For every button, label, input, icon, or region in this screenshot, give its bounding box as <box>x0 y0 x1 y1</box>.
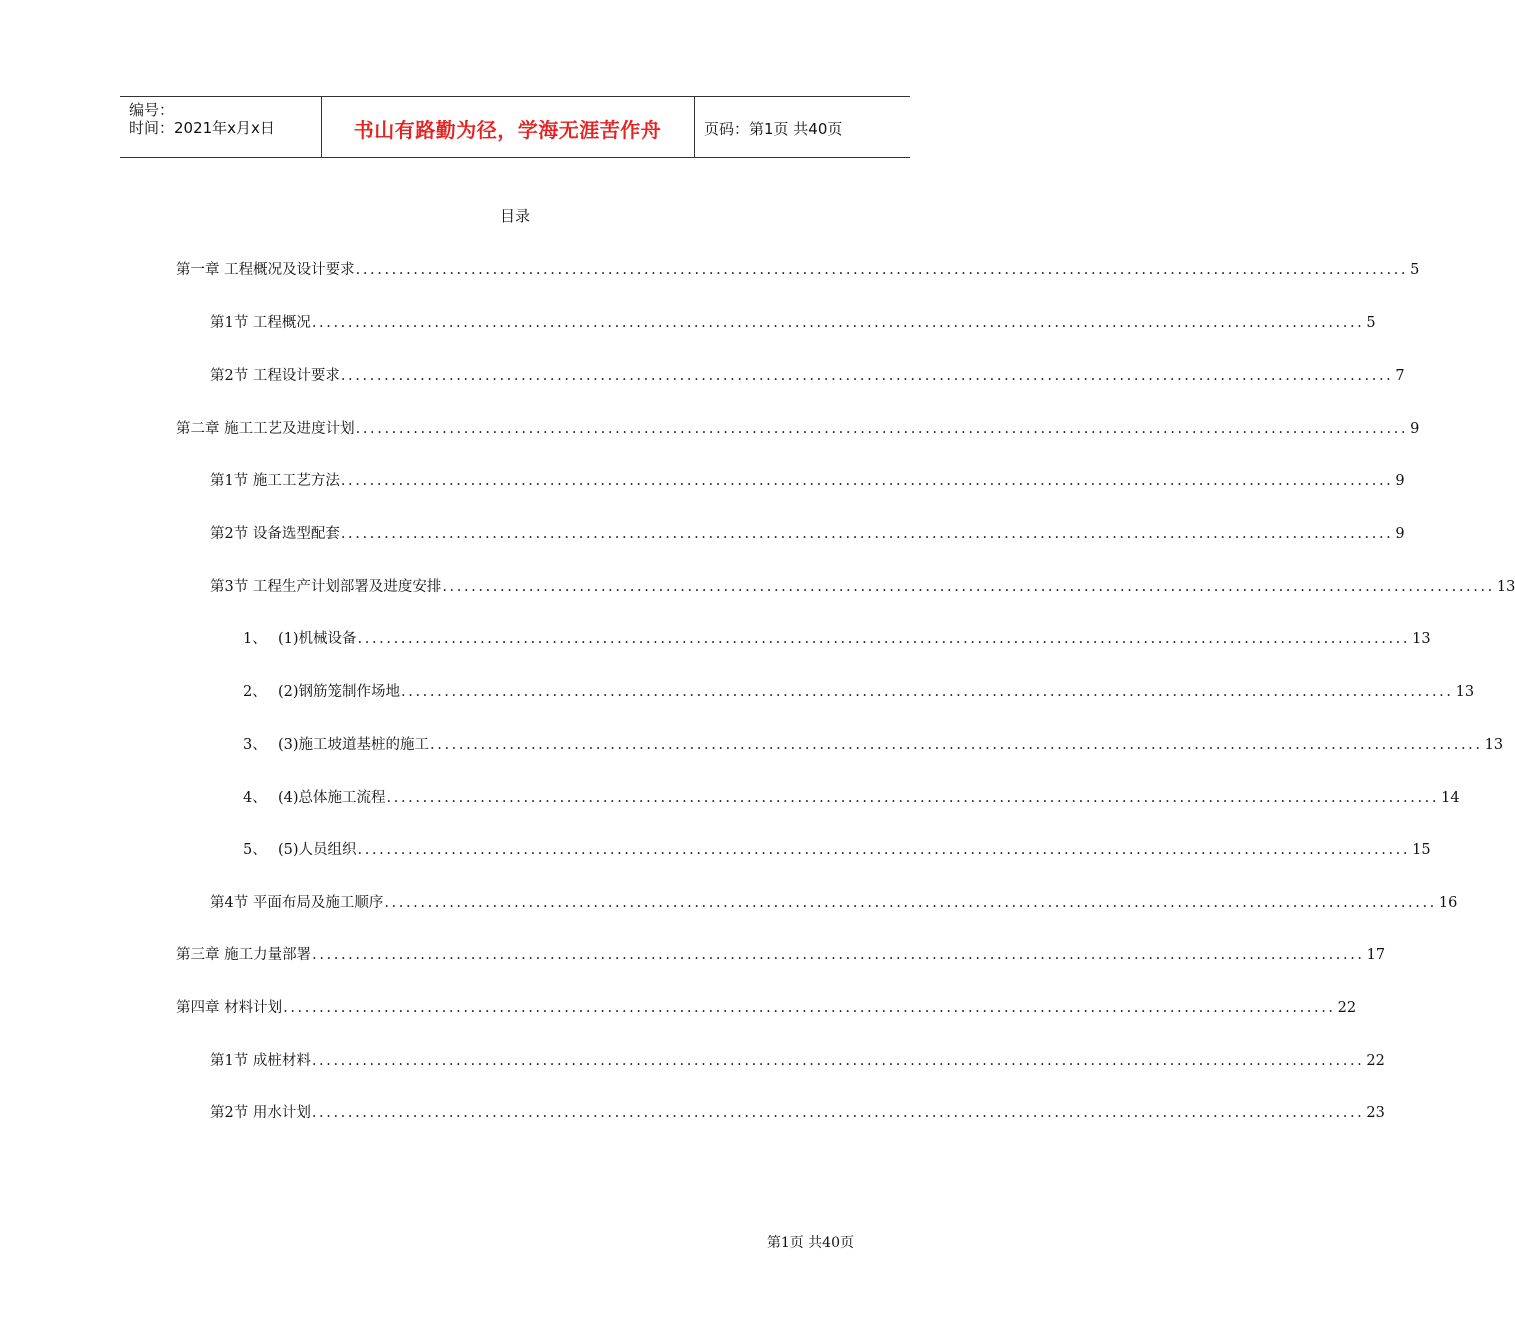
toc-entry-text: 第三章 施工力量部署 <box>176 947 312 963</box>
header-page-code: 页码：第1页 共40页 <box>704 120 843 138</box>
document-number-label: 编号： <box>129 101 175 119</box>
toc-entry-page: 9 <box>1395 526 1405 542</box>
toc-entry[interactable] <box>210 1049 1385 1071</box>
toc-entry[interactable] <box>243 838 1431 860</box>
toc-entry[interactable] <box>210 469 1405 491</box>
header-motto: 书山有路勤为径，学海无涯苦作舟 <box>353 118 662 142</box>
toc-entry-text: 第1节 施工工艺方法 <box>210 473 340 489</box>
toc-leader: .................................................................................................................................................. <box>386 790 1440 806</box>
footer-page-number: 第1页 共40页 <box>766 1235 854 1251</box>
toc-entry[interactable] <box>210 311 1376 333</box>
toc-leader: .................................................................................................................................................. <box>357 842 1411 858</box>
toc-entry[interactable] <box>243 733 1504 755</box>
toc-entry-text: 第2节 设备选型配套 <box>210 526 340 542</box>
toc-entry-page: 13 <box>1455 684 1475 700</box>
toc-entry-page: 15 <box>1412 842 1431 858</box>
toc-entry-number: 2、 <box>243 684 267 700</box>
toc-entry[interactable] <box>176 943 1386 965</box>
toc-entry-text: (4)总体施工流程 <box>278 790 386 806</box>
toc-entry-page: 23 <box>1366 1105 1385 1121</box>
toc-leader: .................................................................................................................................................. <box>311 1105 1365 1121</box>
document-time-label: 时间：2021年x月x日 <box>129 119 275 137</box>
toc-leader: .................................................................................................................................................. <box>430 737 1483 753</box>
toc-entry[interactable] <box>210 364 1405 386</box>
document-header <box>120 96 910 158</box>
toc-entry-page: 14 <box>1441 790 1460 806</box>
toc-leader: .................................................................................................................................................. <box>442 579 1495 595</box>
toc-entry[interactable] <box>243 786 1460 808</box>
toc-entry-page: 16 <box>1438 895 1458 911</box>
toc-entry-text: 第2节 工程设计要求 <box>210 368 340 384</box>
toc-leader: .................................................................................................................................................. <box>340 368 1394 384</box>
toc-entry-text: 第四章 材料计划 <box>176 1000 283 1016</box>
toc-entry[interactable] <box>176 417 1420 439</box>
toc-leader: .................................................................................................................................................. <box>340 473 1394 489</box>
toc-entry-page: 9 <box>1395 473 1405 489</box>
toc-entry-text: 第4节 平面布局及施工顺序 <box>210 895 384 911</box>
toc-entry-page: 22 <box>1366 1053 1385 1069</box>
toc-entry-page: 13 <box>1412 631 1431 647</box>
toc-entry-number: 4、 <box>243 790 267 806</box>
toc-entry-text: (1)机械设备 <box>278 631 357 647</box>
toc-entry[interactable] <box>210 522 1405 544</box>
toc-title: 目录 <box>499 207 530 225</box>
toc-entry[interactable] <box>210 891 1458 913</box>
toc-entry-page: 17 <box>1366 947 1386 963</box>
toc-entry-text: 第2节 用水计划 <box>210 1105 311 1121</box>
toc-leader: .................................................................................................................................................. <box>357 631 1411 647</box>
toc-entry-text: (3)施工坡道基桩的施工 <box>278 737 430 753</box>
toc-entry[interactable] <box>243 680 1475 702</box>
toc-entry-page: 13 <box>1484 737 1504 753</box>
toc-entry-number: 5、 <box>243 842 267 858</box>
toc-entry-page: 22 <box>1337 1000 1357 1016</box>
toc-leader: .................................................................................................................................................. <box>355 421 1409 437</box>
toc-entry-text: 第3节 工程生产计划部署及进度安排 <box>210 579 442 595</box>
toc-entry[interactable] <box>176 258 1420 280</box>
toc-entry-text: (2)钢筋笼制作场地 <box>278 684 401 700</box>
toc-entry-page: 13 <box>1496 579 1515 595</box>
toc-leader: .................................................................................................................................................. <box>355 262 1409 278</box>
toc-entry-page: 5 <box>1410 262 1420 278</box>
toc-entry-text: 第1节 工程概况 <box>210 315 311 331</box>
toc-leader: .................................................................................................................................................. <box>311 1053 1365 1069</box>
header-motto-cell <box>321 97 695 157</box>
toc-entry-page: 5 <box>1366 315 1376 331</box>
toc-leader: .................................................................................................................................................. <box>283 1000 1336 1016</box>
toc-entry[interactable] <box>210 1101 1385 1123</box>
toc-entry[interactable] <box>210 575 1515 597</box>
header-info-cell <box>120 97 322 157</box>
toc-leader: .................................................................................................................................................. <box>401 684 1454 700</box>
toc-leader: .................................................................................................................................................. <box>311 315 1365 331</box>
toc-entry-number: 3、 <box>243 737 267 753</box>
toc-entry-number: 1、 <box>243 631 267 647</box>
toc-entry-page: 9 <box>1410 421 1420 437</box>
toc-entry-text: (5)人员组织 <box>278 842 357 858</box>
toc-entry-text: 第二章 施工工艺及进度计划 <box>176 421 355 437</box>
toc-entry-text: 第1节 成桩材料 <box>210 1053 311 1069</box>
toc-entry-text: 第一章 工程概况及设计要求 <box>176 262 355 278</box>
toc-leader: .................................................................................................................................................. <box>312 947 1365 963</box>
toc-entry-page: 7 <box>1395 368 1405 384</box>
toc-leader: .................................................................................................................................................. <box>384 895 1437 911</box>
toc-leader: .................................................................................................................................................. <box>340 526 1394 542</box>
toc-entry[interactable] <box>243 627 1431 649</box>
toc-entry[interactable] <box>176 996 1357 1018</box>
header-page-cell <box>695 97 910 157</box>
